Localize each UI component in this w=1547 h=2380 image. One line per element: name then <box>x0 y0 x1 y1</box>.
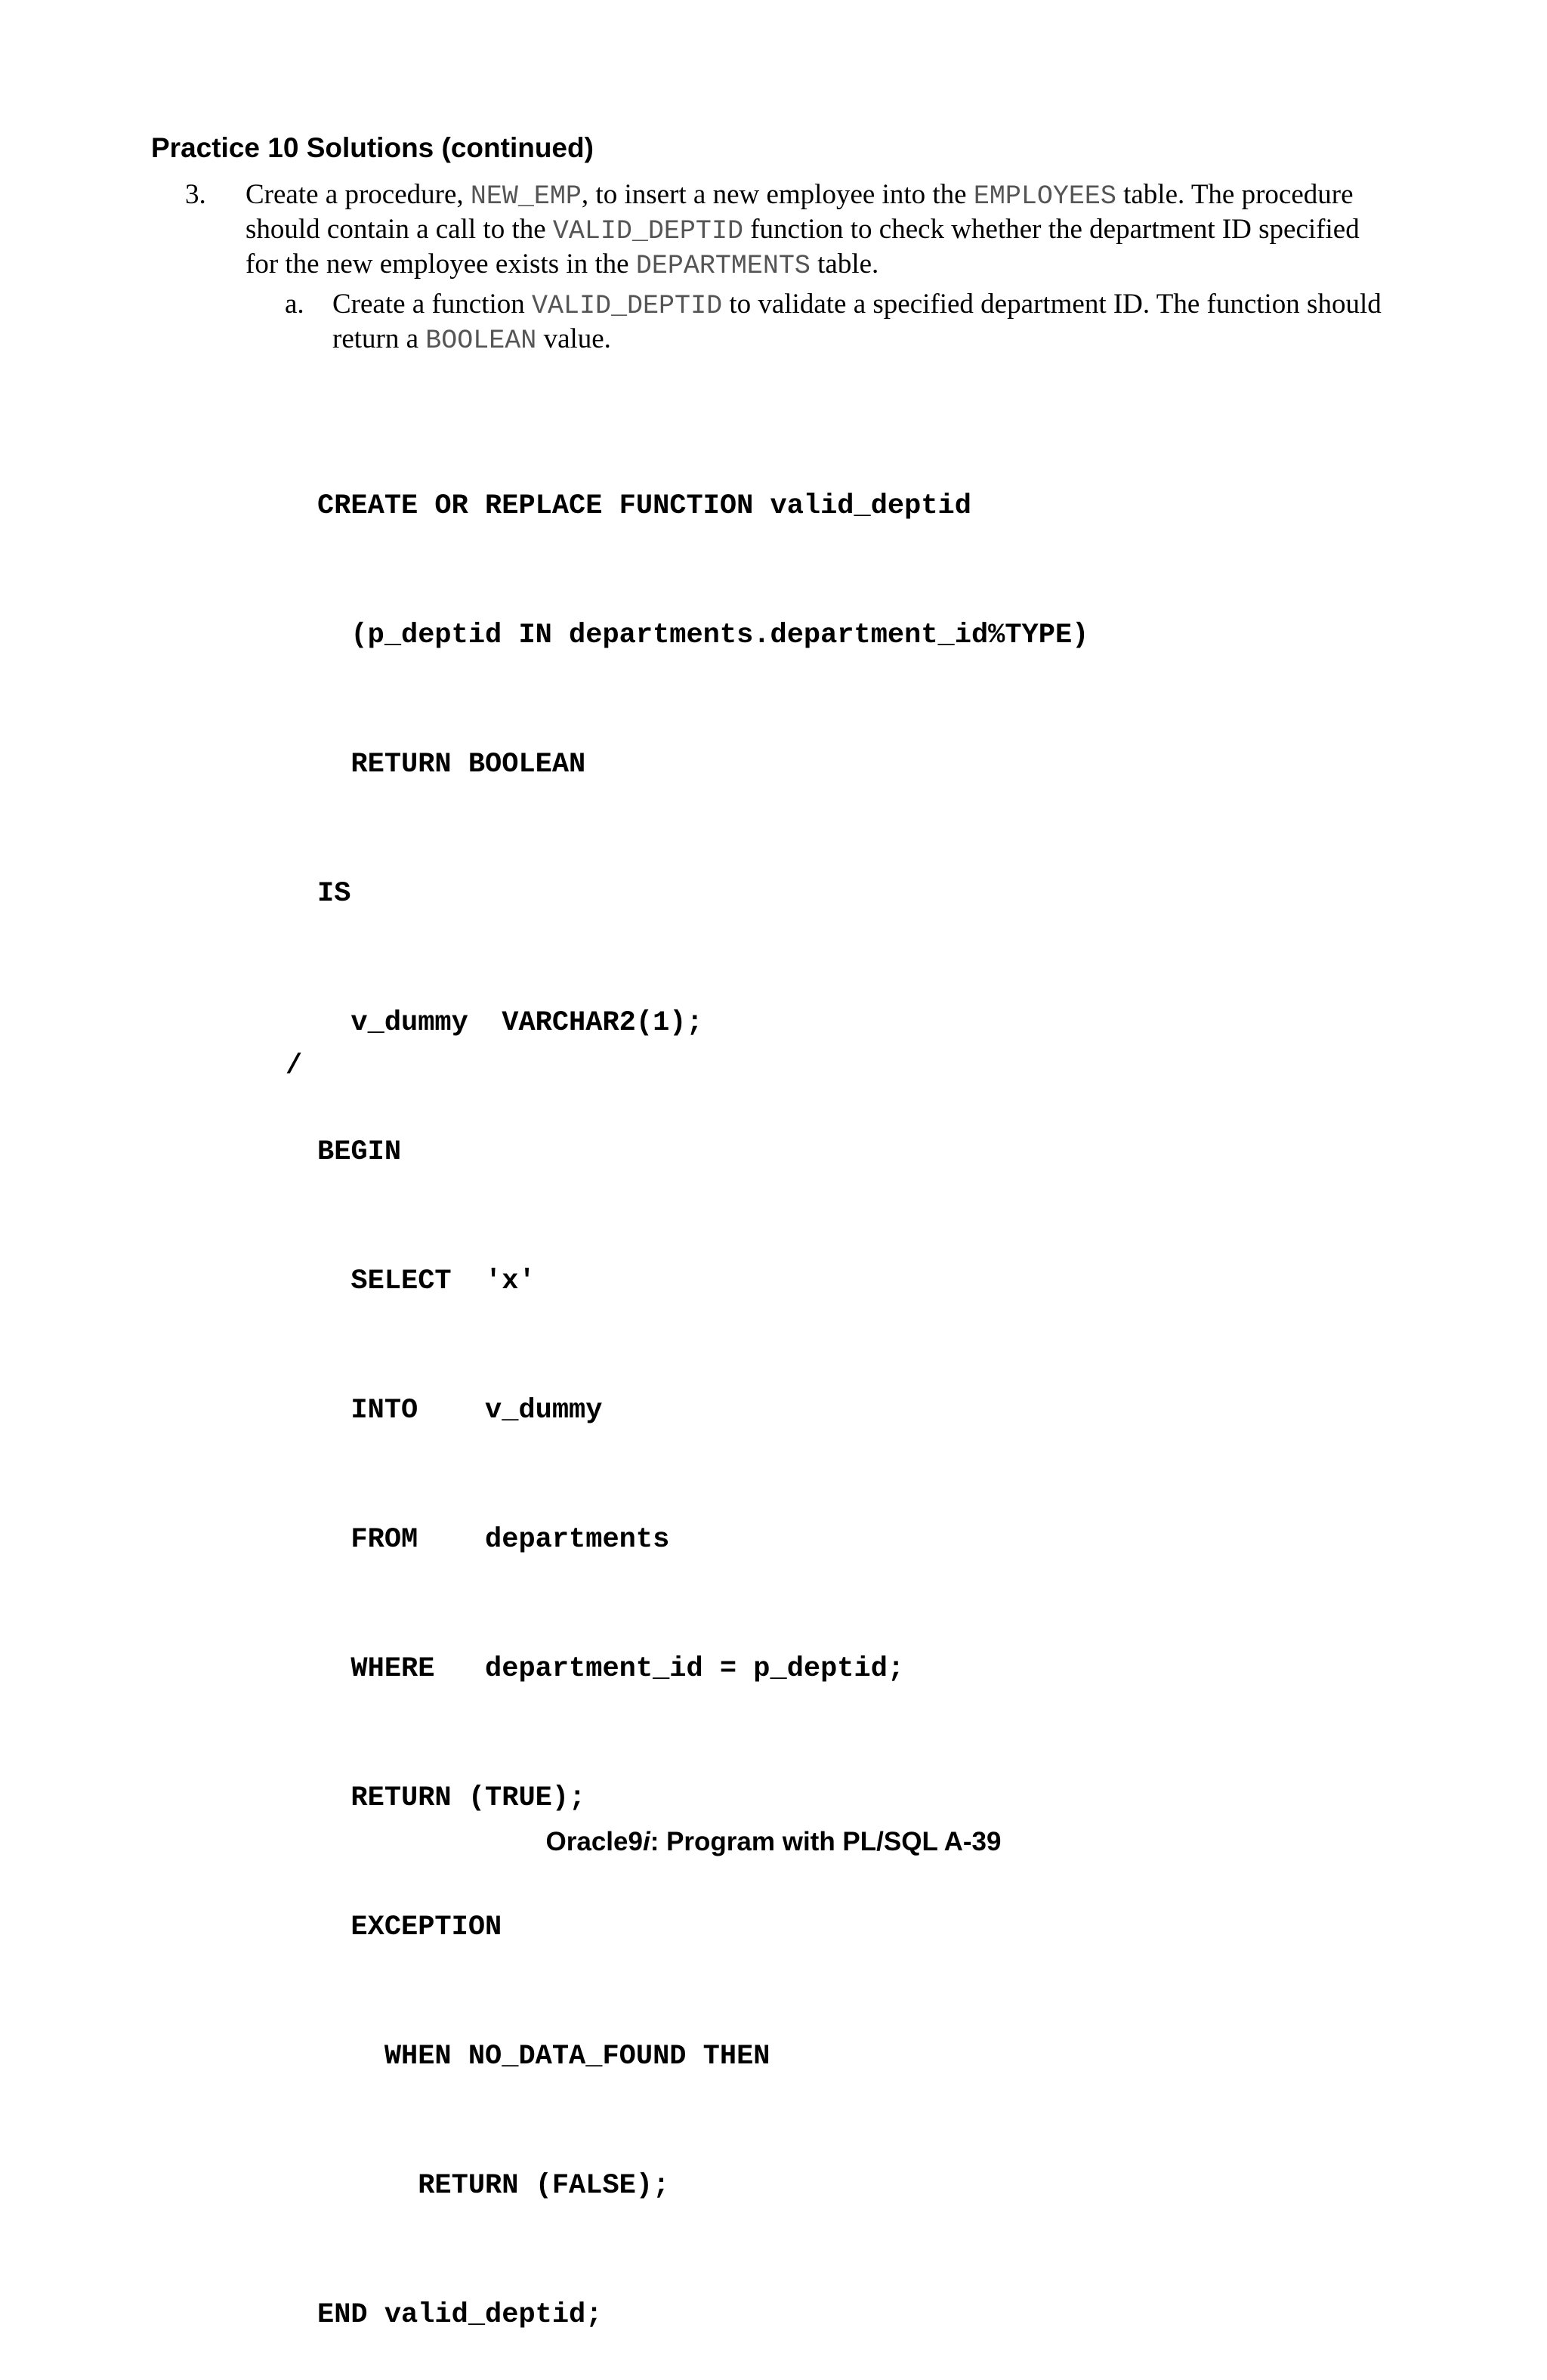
code-line: SELECT 'x' <box>317 1266 536 1297</box>
text-run: to validate a specified department ID. The function should return a <box>332 289 1382 354</box>
code-term: BOOLEAN <box>425 326 537 356</box>
list-item-text <box>245 178 1379 283</box>
footer-italic: i <box>642 1827 650 1856</box>
code-term: VALID_DEPTID <box>532 291 723 321</box>
footer-text: Oracle9 <box>545 1827 643 1856</box>
text-run: Create a function <box>332 289 533 320</box>
code-term: EMPLOYEES <box>973 181 1116 212</box>
code-line: RETURN (TRUE); <box>317 1782 586 1814</box>
code-line: END valid_deptid; <box>317 2299 603 2331</box>
text-run: table. <box>810 249 879 280</box>
code-term: NEW_EMP <box>470 181 582 212</box>
text-run: Create a procedure, <box>245 179 471 210</box>
page-footer <box>0 1827 1547 1857</box>
code-line: (p_deptid IN departments.department_id%TYPE) <box>317 620 1089 651</box>
code-line: IS <box>317 878 351 910</box>
code-line: WHERE department_id = p_deptid; <box>317 1653 905 1685</box>
code-term: VALID_DEPTID <box>552 216 743 246</box>
code-line: INTO v_dummy <box>317 1395 603 1426</box>
code-line: BEGIN <box>317 1136 402 1168</box>
text-run: , to insert a new employee into the <box>581 179 974 210</box>
code-block <box>317 399 1088 2380</box>
sub-item-text <box>332 288 1405 357</box>
code-term: DEPARTMENTS <box>635 251 811 281</box>
list-item-number: 3. <box>185 179 206 210</box>
section-heading: Practice 10 Solutions (continued) <box>151 132 594 163</box>
code-line: WHEN NO_DATA_FOUND THEN <box>317 2041 770 2072</box>
code-terminator-slash: / <box>286 1050 303 1082</box>
code-line: RETURN BOOLEAN <box>317 749 586 780</box>
text-run: value. <box>536 323 611 354</box>
code-line: v_dummy VARCHAR2(1); <box>317 1007 703 1039</box>
code-line: EXCEPTION <box>317 1912 502 1943</box>
code-line: RETURN (FALSE); <box>317 2170 670 2202</box>
text-run: function to check whether the department ID specified for the new employee exists in the <box>245 214 1360 280</box>
footer-text: : Program with PL/SQL A-39 <box>650 1827 1002 1856</box>
code-line: FROM departments <box>317 1524 670 1556</box>
sub-item-letter: a. <box>285 289 304 320</box>
code-line: CREATE OR REPLACE FUNCTION valid_deptid <box>317 490 971 522</box>
text-run: table. The procedure should contain a call to the <box>245 179 1354 245</box>
